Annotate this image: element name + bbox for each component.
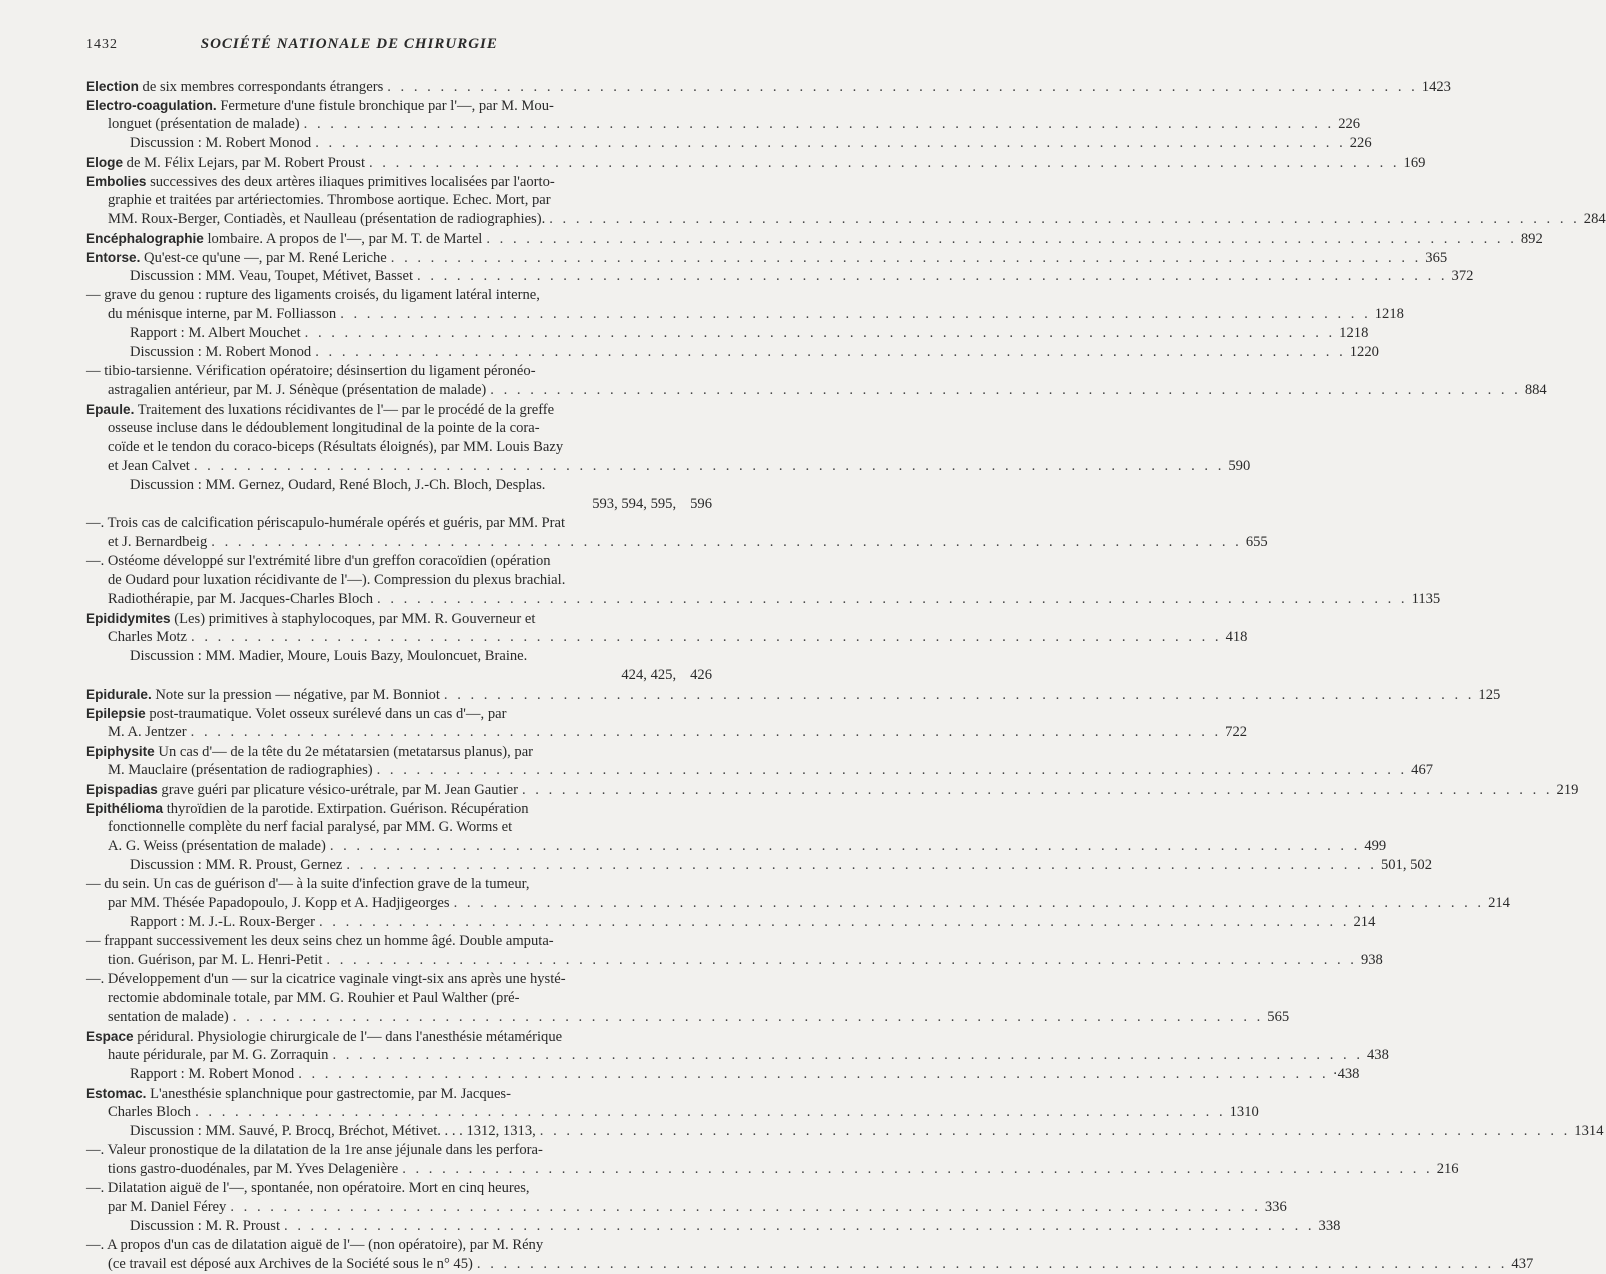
entry-heading: Epiphysite: [86, 744, 155, 759]
running-header: [86, 36, 706, 53]
entry-body: —. Trois cas de calcification périscapulo-humérale opérés et guéris, par MM. Prat: [86, 515, 566, 531]
entry-text: [86, 742, 533, 762]
entry-body: grave guéri par plicature vésico-urétrale, par M. Jean Gautier: [157, 782, 518, 798]
entry-text: [130, 1065, 294, 1084]
entry-body: —. Ostéome développé sur l'extrémité libre d'un greffon coracoïdien (opération: [86, 553, 551, 569]
dot-leader: [522, 781, 1553, 800]
entry-text: [86, 172, 555, 192]
index-line: [86, 457, 1251, 476]
dot-leader: [391, 249, 1422, 268]
dot-leader: [454, 894, 1485, 913]
entry-body: rectomie abdominale totale, par MM. G. Rouhier et Paul Walther (pré-: [108, 990, 520, 1006]
index-line: [86, 1084, 712, 1103]
entry-text: [86, 609, 535, 629]
index-line: [86, 685, 1501, 704]
entry-text: [108, 1046, 328, 1065]
index-line: [86, 970, 712, 989]
entry-body: (Les) primitives à staphylocoques, par MM. R. Gouverneur et: [170, 611, 536, 627]
dot-leader: [194, 457, 1225, 476]
entry-body: —. Dilatation aiguë de l'—, spontanée, non opératoire. Mort en cinq heures,: [86, 1180, 530, 1196]
index-line: [86, 381, 1547, 400]
entry-text: [86, 96, 554, 116]
entry-text: [86, 286, 540, 305]
entry-text: [108, 1198, 226, 1217]
page-ref: 1218: [1339, 325, 1369, 341]
entry-heading: Eloge: [86, 155, 124, 170]
entry-text: [86, 77, 383, 97]
index-line: [86, 343, 1379, 362]
entry-text: [130, 647, 527, 666]
entry-text: [621, 666, 676, 685]
index-line: [86, 856, 1433, 875]
page-ref: 438: [1366, 1047, 1389, 1063]
entry-heading: Epaule.: [86, 402, 135, 417]
dot-leader: [549, 210, 1580, 229]
page-ref: 169: [1403, 155, 1426, 171]
index-line: [86, 362, 712, 381]
dot-leader: [284, 1217, 1315, 1236]
index-line: [86, 1122, 1604, 1141]
entry-body: Discussion : M. R. Proust: [130, 1218, 281, 1234]
page-ref: 336: [1264, 1199, 1287, 1215]
page-ref: 214: [1353, 914, 1376, 930]
dot-leader: [315, 134, 1346, 153]
entry-body: et J. Bernardbeig: [108, 534, 208, 550]
dot-leader: [211, 533, 1242, 552]
index-line: [86, 932, 712, 951]
entry-heading: Embolies: [86, 174, 147, 189]
index-line: [86, 1065, 1360, 1084]
entry-body: Discussion : M. Robert Monod: [130, 344, 312, 360]
index-entries: [86, 77, 1606, 1274]
running-title: SOCIÉTÉ NATIONALE DE CHIRURGIE: [200, 36, 498, 52]
index-line: [86, 780, 1579, 799]
entry-text: [86, 1084, 511, 1104]
entry-heading: Entorse.: [86, 250, 141, 265]
entry-text: [86, 400, 554, 420]
entry-heading: Espace: [86, 1029, 134, 1044]
entry-text: [108, 210, 545, 229]
entry-body: osseuse incluse dans le dédoublement longitudinal de la pointe de la cora-: [108, 420, 540, 436]
index-line: [86, 666, 712, 685]
index-line: [86, 476, 712, 495]
index-line: [86, 951, 1383, 970]
page-ref: 1135: [1411, 591, 1441, 607]
entry-text: [130, 1217, 280, 1236]
dot-leader: [377, 590, 1408, 609]
index-line: [86, 628, 1248, 647]
entry-body: par MM. Thésée Papadopoulo, J. Kopp et A. Hadjigeorges: [108, 895, 450, 911]
index-line: [86, 514, 712, 533]
dot-leader: [477, 1255, 1508, 1274]
index-line: [86, 1008, 1290, 1027]
entry-text: [86, 932, 554, 951]
entry-heading: Electro-coagulation.: [86, 98, 217, 113]
page-ref: 655: [1245, 534, 1268, 550]
page-ref: 338: [1318, 1218, 1341, 1234]
entry-body: Un cas d'— de la tête du 2e métatarsien (metatarsus planus), par: [154, 744, 534, 760]
index-line: [86, 1179, 712, 1198]
entry-text: [86, 799, 529, 819]
entry-body: Qu'est-ce qu'une —, par M. René Leriche: [140, 250, 387, 266]
dot-leader: [315, 343, 1346, 362]
entry-text: [86, 1141, 543, 1160]
dot-leader: [417, 267, 1448, 286]
index-line: [86, 533, 1268, 552]
entry-text: [592, 495, 676, 514]
entry-body: — frappant successivement les deux seins chez un homme âgé. Double amputa-: [86, 933, 554, 949]
entry-body: Discussion : MM. Veau, Toupet, Métivet, Basset: [130, 268, 414, 284]
page-ref: 467: [1411, 762, 1434, 778]
entry-text: [86, 704, 506, 724]
entry-heading: Election: [86, 79, 139, 94]
index-line: [86, 1027, 712, 1046]
index-line: [86, 799, 712, 818]
entry-body: Rapport : M. Albert Mouchet: [130, 325, 301, 341]
index-line: [86, 837, 1387, 856]
entry-body: sentation de malade): [108, 1009, 229, 1025]
index-line: [86, 723, 1248, 742]
dot-leader: [305, 324, 1336, 343]
entry-body: Discussion : MM. Sauvé, P. Brocq, Bréchot, Métivet. . . . 1312, 1313,: [130, 1123, 536, 1139]
dot-leader: [369, 154, 1400, 173]
page-number: 1432: [86, 37, 118, 52]
index-line: [86, 324, 1369, 343]
entry-text: [86, 514, 565, 533]
index-line: [86, 552, 712, 571]
entry-text: [108, 818, 512, 837]
index-line: [86, 1217, 1341, 1236]
dot-leader: [298, 1065, 1329, 1084]
dot-leader: [326, 951, 1357, 970]
dot-leader: [540, 1122, 1571, 1141]
index-line: [86, 1160, 1459, 1179]
entry-text: [108, 951, 322, 970]
entry-body: par M. Daniel Férey: [108, 1199, 227, 1215]
entry-body: Discussion : MM. Gernez, Oudard, René Bloch, J.-Ch. Bloch, Desplas.: [130, 477, 546, 493]
index-line: [86, 305, 1404, 324]
entry-text: [130, 324, 301, 343]
index-line: [86, 172, 712, 191]
entry-body: Rapport : M. Robert Monod: [130, 1066, 295, 1082]
page-ref: 226: [1349, 135, 1372, 151]
entry-text: [86, 362, 536, 381]
entry-text: [108, 989, 520, 1008]
entry-body: astragalien antérieur, par M. J. Sénèque (présentation de malade): [108, 382, 487, 398]
index-line: [86, 248, 1448, 267]
index-line: [86, 134, 1372, 153]
index-line: [86, 989, 712, 1008]
page-ref: ·438: [1332, 1066, 1360, 1082]
entry-body: A. G. Weiss (présentation de malade): [108, 838, 326, 854]
entry-text: [86, 153, 365, 173]
index-line: [86, 875, 712, 894]
entry-body: L'anesthésie splanchnique pour gastrectomie, par M. Jacques-: [146, 1086, 511, 1102]
entry-body: fonctionnelle complète du nerf facial paralysé, par MM. G. Worms et: [108, 819, 513, 835]
dot-leader: [191, 628, 1222, 647]
entry-text: [86, 780, 518, 800]
page-ref: 892: [1520, 231, 1543, 247]
index-line: [86, 704, 712, 723]
index-line: [86, 894, 1510, 913]
entry-body: Charles Bloch: [108, 1104, 192, 1120]
entry-body: MM. Roux-Berger, Contiadès, et Naulleau (présentation de radiographies).: [108, 211, 546, 227]
index-line: [86, 77, 1451, 96]
entry-text: [86, 1027, 562, 1047]
entry-text: [108, 115, 300, 134]
page-ref: 437: [1511, 1256, 1534, 1272]
page-ref: 125: [1478, 687, 1501, 703]
index-line: [86, 1255, 1534, 1274]
index-line: [86, 590, 1441, 609]
entry-text: [108, 837, 326, 856]
entry-text: [108, 628, 187, 647]
index-line: [86, 419, 712, 438]
entry-body: graphie et traitées par artériectomies. Thrombose aortique. Echec. Mort, par: [108, 192, 551, 208]
page-ref: 884: [1524, 382, 1547, 398]
index-line: [86, 400, 712, 419]
entry-text: [130, 267, 413, 286]
entry-body: Charles Motz: [108, 629, 188, 645]
entry-body: Rapport : M. J.-L. Roux-Berger: [130, 914, 315, 930]
entry-body: Traitement des luxations récidivantes de l'— par le procédé de la greffe: [134, 402, 555, 418]
index-line: [86, 495, 712, 514]
index-line: [86, 1236, 712, 1255]
entry-text: [108, 1255, 473, 1274]
entry-body: et Jean Calvet: [108, 458, 190, 474]
index-line: [86, 818, 712, 837]
index-line: [86, 647, 712, 666]
entry-body: M. A. Jentzer: [108, 724, 187, 740]
entry-body: successives des deux artères iliaques primitives localisées par l'aorto-: [146, 174, 555, 190]
dot-leader: [490, 381, 1521, 400]
index-line: [86, 286, 712, 305]
entry-text: [108, 457, 190, 476]
index-line: [86, 761, 1434, 780]
dot-leader: [230, 1198, 1261, 1217]
entry-text: [108, 1008, 229, 1027]
dot-leader: [191, 723, 1222, 742]
page-ref: 214: [1488, 895, 1510, 911]
index-line: [86, 96, 712, 115]
index-line: [86, 229, 1543, 248]
dot-leader: [195, 1103, 1226, 1122]
entry-text: [130, 476, 545, 495]
page-ref: 219: [1556, 782, 1579, 798]
index-line: [86, 609, 712, 628]
entry-text: [86, 229, 482, 249]
entry-text: [108, 571, 565, 590]
entry-body: Discussion : MM. R. Proust, Gernez: [130, 857, 343, 873]
index-line: [86, 153, 1426, 172]
page-ref: 1423: [1421, 79, 1451, 95]
entry-body: coïde et le tendon du coraco-biceps (Résultats éloignés), par MM. Louis Bazy: [108, 439, 564, 455]
entry-text: [86, 1236, 543, 1255]
page-ref: 365: [1425, 250, 1448, 266]
page-ref: 590: [1228, 458, 1251, 474]
dot-leader: [304, 115, 1335, 134]
entry-text: [86, 970, 566, 989]
entry-text: [86, 685, 440, 705]
dot-leader: [233, 1008, 1264, 1027]
entry-body: péridural. Physiologie chirurgicale de l'— dans l'anesthésie métamérique: [133, 1029, 563, 1045]
entry-heading: Epilepsie: [86, 706, 146, 721]
dot-leader: [332, 1046, 1363, 1065]
page-ref: 1220: [1349, 344, 1379, 360]
entry-text: [108, 723, 187, 742]
entry-body: lombaire. A propos de l'—, par M. T. de Martel: [203, 231, 483, 247]
entry-body: Note sur la pression — négative, par M. Bonniot: [151, 687, 440, 703]
entry-body: de Oudard pour luxation récidivante de l'—). Compression du plexus brachial.: [108, 572, 566, 588]
entry-body: de six membres correspondants étrangers: [138, 79, 384, 95]
entry-text: [108, 533, 207, 552]
dot-leader: [377, 761, 1408, 780]
entry-body: M. Mauclaire (présentation de radiographies): [108, 762, 373, 778]
entry-text: [130, 134, 311, 153]
entry-body: — tibio-tarsienne. Vérification opératoire; désinsertion du ligament péronéo-: [86, 363, 536, 379]
entry-body: de M. Félix Lejars, par M. Robert Proust: [123, 155, 365, 171]
entry-body: Fermeture d'une fistule bronchique par l'—, par M. Mou-: [216, 98, 554, 114]
entry-body: haute péridurale, par M. G. Zorraquin: [108, 1047, 329, 1063]
page-ref: 1218: [1374, 306, 1404, 322]
index-line: [86, 210, 1606, 229]
entry-body: — du sein. Un cas de guérison d'— à la suite d'infection grave de la tumeur,: [86, 876, 530, 892]
page-ref: 501, 502: [1380, 857, 1433, 873]
entry-heading: Epididymites: [86, 611, 171, 626]
entry-text: [108, 590, 373, 609]
entry-text: [108, 761, 373, 780]
dot-leader: [444, 686, 1475, 705]
entry-text: [130, 1122, 536, 1141]
index-line: [86, 571, 712, 590]
page-ref: 426: [690, 667, 712, 683]
dot-leader: [340, 305, 1371, 324]
entry-body: — grave du genou : rupture des ligaments croisés, du ligament latéral interne,: [86, 287, 540, 303]
index-line: [86, 438, 712, 457]
entry-body: longuet (présentation de malade): [108, 116, 300, 132]
index-line: [86, 115, 1361, 134]
entry-body: tion. Guérison, par M. L. Henri-Petit: [108, 952, 323, 968]
index-line: [86, 913, 1376, 932]
page-ref: 722: [1225, 724, 1248, 740]
entry-heading: Estomac.: [86, 1086, 147, 1101]
entry-body: 424, 425,: [621, 667, 677, 683]
entry-heading: Epidurale.: [86, 687, 152, 702]
dot-leader: [330, 837, 1361, 856]
entry-body: —. A propos d'un cas de dilatation aiguë de l'— (non opératoire), par M. Rény: [86, 1237, 544, 1253]
page-ref: 1314: [1574, 1123, 1604, 1139]
entry-text: [108, 1160, 398, 1179]
index-line: [86, 267, 1474, 286]
page-ref: 284: [1583, 211, 1606, 227]
entry-body: du ménisque interne, par M. Folliasson: [108, 306, 337, 322]
entry-text: [86, 248, 387, 268]
index-line: [86, 1046, 1389, 1065]
dot-leader: [486, 230, 1517, 249]
entry-body: post-traumatique. Volet osseux surélevé dans un cas d'—, par: [145, 706, 507, 722]
entry-body: Radiothérapie, par M. Jacques-Charles Bloch: [108, 591, 374, 607]
entry-body: (ce travail est déposé aux Archives de la Société sous le n° 45): [108, 1256, 473, 1272]
page-ref: 565: [1267, 1009, 1290, 1025]
page-ref: 1310: [1229, 1104, 1259, 1120]
page-ref: 372: [1451, 268, 1474, 284]
dot-leader: [387, 78, 1418, 97]
page-ref: 418: [1225, 629, 1248, 645]
page-ref: 226: [1338, 116, 1361, 132]
entry-body: —. Valeur pronostique de la dilatation de la 1re anse jéjunale dans les perfora-: [86, 1142, 543, 1158]
entry-body: 593, 594, 595,: [592, 496, 677, 512]
entry-text: [130, 913, 315, 932]
index-line: [86, 1198, 1287, 1217]
entry-text: [130, 343, 311, 362]
page-ref: 938: [1360, 952, 1383, 968]
entry-heading: Epispadias: [86, 782, 158, 797]
dot-leader: [402, 1160, 1433, 1179]
dot-leader: [319, 913, 1350, 932]
entry-text: [108, 191, 551, 210]
index-line: [86, 1103, 1259, 1122]
entry-text: [108, 1103, 191, 1122]
dot-leader: [346, 856, 1377, 875]
entry-heading: Epithélioma: [86, 801, 164, 816]
entry-heading: Encéphalographie: [86, 231, 204, 246]
entry-text: [108, 381, 486, 400]
entry-text: [108, 419, 540, 438]
entry-body: tions gastro-duodénales, par M. Yves Delagenière: [108, 1161, 399, 1177]
entry-text: [86, 552, 551, 571]
index-line: [86, 742, 712, 761]
entry-text: [86, 1179, 530, 1198]
index-line: [86, 191, 712, 210]
entry-body: Discussion : M. Robert Monod: [130, 135, 312, 151]
entry-body: —. Développement d'un — sur la cicatrice vaginale vingt-six ans après une hysté-: [86, 971, 566, 987]
entry-text: [108, 438, 563, 457]
entry-text: [108, 894, 450, 913]
index-line: [86, 1141, 712, 1160]
page-ref: 499: [1364, 838, 1387, 854]
entry-text: [86, 875, 530, 894]
entry-body: thyroïdien de la parotide. Extirpation. Guérison. Récupération: [163, 801, 529, 817]
entry-body: Discussion : MM. Madier, Moure, Louis Bazy, Mouloncuet, Braine.: [130, 648, 528, 664]
entry-text: [108, 305, 336, 324]
page-ref: 216: [1436, 1161, 1459, 1177]
page-ref: 596: [690, 496, 712, 512]
entry-text: [130, 856, 342, 875]
